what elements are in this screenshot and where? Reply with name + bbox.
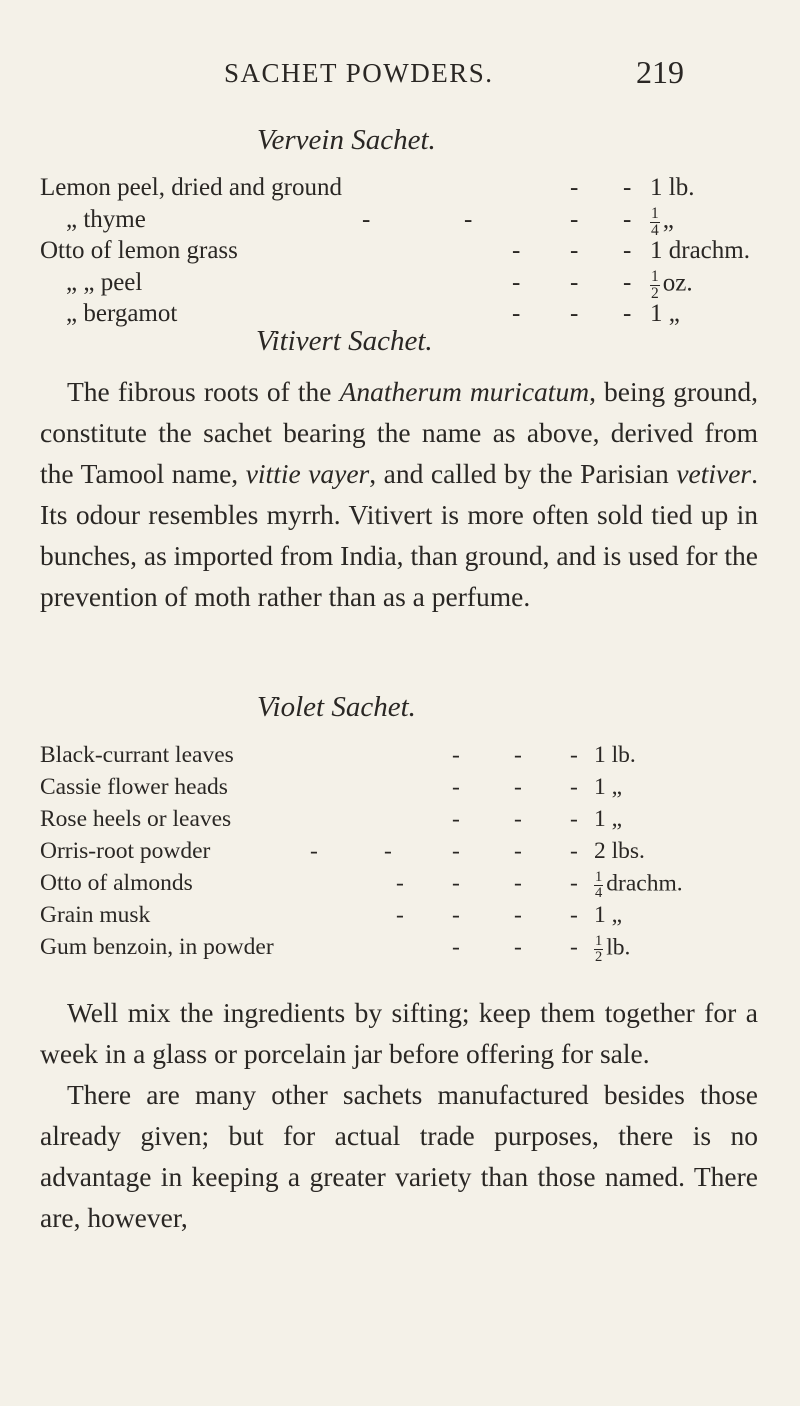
- leader-dash: -: [514, 742, 522, 768]
- recipe-row: [0, 774, 800, 804]
- vervein-sachet-title: Vervein Sachet.: [257, 124, 436, 156]
- ingredient: Gum benzoin, in powder: [40, 934, 274, 960]
- leader-dash: -: [452, 870, 460, 896]
- leader-dash: -: [452, 902, 460, 928]
- leader-dash: -: [623, 269, 632, 296]
- paragraph: There are many other sachets manufactured besides those already given; but for actual trade purposes, there is no advantage in keeping a greater variety than those named. There are, however,: [40, 1079, 758, 1233]
- quantity: 1 drachm.: [650, 237, 750, 264]
- leader-dash: -: [452, 806, 460, 832]
- closing-text: [40, 992, 758, 1238]
- leader-dash: -: [623, 237, 632, 264]
- leader-dash: -: [452, 742, 460, 768]
- quantity: 1 „: [650, 300, 680, 327]
- leader-dash: -: [512, 237, 521, 264]
- ingredient: Otto of lemon grass: [40, 237, 238, 264]
- vitivert-sachet-title: Vitivert Sachet.: [256, 325, 433, 357]
- leader-dash: -: [570, 870, 578, 896]
- leader-dash: -: [514, 838, 522, 864]
- quantity: 2 lbs.: [594, 838, 645, 864]
- ingredient: Lemon peel, dried and ground: [40, 174, 342, 201]
- leader-dash: -: [570, 934, 578, 960]
- leader-dash: -: [570, 806, 578, 832]
- running-head: [0, 54, 800, 98]
- leader-dash: -: [396, 870, 404, 896]
- leader-dash: -: [514, 774, 522, 800]
- leader-dash: -: [514, 902, 522, 928]
- ingredient: „ bergamot: [66, 300, 178, 327]
- leader-dash: -: [570, 269, 579, 296]
- recipe-row: [0, 870, 800, 900]
- ingredient: Grain musk: [40, 902, 151, 928]
- ingredient: „ thyme: [66, 206, 146, 233]
- ingredient: Rose heels or leaves: [40, 806, 232, 832]
- leader-dash: -: [396, 902, 404, 928]
- quantity: 1 lb.: [594, 742, 636, 768]
- recipe-row: [0, 205, 800, 239]
- leader-dash: -: [570, 206, 579, 233]
- running-title: SACHET POWDERS.: [224, 58, 494, 88]
- leader-dash: -: [570, 237, 579, 264]
- leader-dash: -: [512, 300, 521, 327]
- recipe-row: [0, 742, 800, 772]
- quantity: 1 „: [594, 902, 623, 928]
- leader-dash: -: [464, 206, 473, 233]
- leader-dash: -: [623, 300, 632, 327]
- leader-dash: -: [570, 774, 578, 800]
- leader-dash: -: [570, 174, 579, 201]
- leader-dash: -: [623, 174, 632, 201]
- leader-dash: -: [514, 870, 522, 896]
- recipe-row: [0, 237, 800, 267]
- leader-dash: -: [512, 269, 521, 296]
- quantity: $\frac{1}{2}$ lb.: [595, 933, 631, 965]
- quantity: $\frac{1}{4}$ „: [651, 205, 674, 239]
- ingredient: „ „ peel: [66, 269, 143, 296]
- leader-dash: -: [452, 934, 460, 960]
- recipe-row: [0, 268, 800, 302]
- violet-sachet-title: Violet Sachet.: [257, 691, 416, 723]
- quantity: 1 lb.: [650, 174, 695, 201]
- page-number: 219: [636, 54, 684, 90]
- quantity: $\frac{1}{2}$ oz.: [651, 268, 693, 302]
- leader-dash: -: [570, 742, 578, 768]
- quantity: $\frac{1}{4}$ drachm.: [595, 869, 683, 901]
- fraction: $\frac{1}{2}$: [595, 933, 603, 965]
- paragraph: Well mix the ingredients by sifting; keep them together for a week in a glass or porcelain jar before offering for sale.: [40, 997, 758, 1069]
- leader-dash: -: [514, 806, 522, 832]
- quantity: 1 „: [594, 806, 623, 832]
- leader-dash: -: [570, 902, 578, 928]
- ingredient: Otto of almonds: [40, 870, 193, 896]
- recipe-row: [0, 934, 800, 964]
- leader-dash: -: [452, 774, 460, 800]
- leader-dash: -: [452, 838, 460, 864]
- leader-dash: -: [570, 300, 579, 327]
- recipe-row: [0, 806, 800, 836]
- ingredient: Black-currant leaves: [40, 742, 234, 768]
- leader-dash: -: [384, 838, 392, 864]
- recipe-row: [0, 174, 800, 204]
- fraction: $\frac{1}{2}$: [651, 268, 659, 302]
- ingredient: Cassie flower heads: [40, 774, 228, 800]
- leader-dash: -: [362, 206, 371, 233]
- leader-dash: -: [570, 838, 578, 864]
- leader-dash: -: [514, 934, 522, 960]
- recipe-row: [0, 838, 800, 868]
- vitivert-description: [40, 371, 758, 617]
- fraction: $\frac{1}{4}$: [595, 869, 603, 901]
- quantity: 1 „: [594, 774, 623, 800]
- leader-dash: -: [623, 206, 632, 233]
- ingredient: Orris-root powder: [40, 838, 211, 864]
- fraction: $\frac{1}{4}$: [651, 205, 659, 239]
- paragraph: The fibrous roots of the Anatherum muricatum, being ground, constitute the sachet bearing the name as above, derived from the Tamool name, vittie vayer, and called by the Parisian vetiver. Its odour resembles myrrh. Vitivert is more often sold tied up in bunches, as imported from India, than ground, and is used for the prevention of moth rather than as a perfume.: [40, 376, 758, 612]
- recipe-row: [0, 902, 800, 932]
- leader-dash: -: [310, 838, 318, 864]
